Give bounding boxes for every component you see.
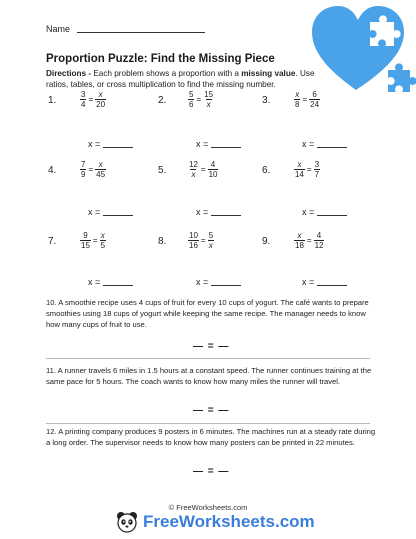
equals-sign: = [302, 95, 308, 104]
proportion-equation [80, 90, 106, 109]
problem-number: 5. [158, 165, 167, 176]
word-problem-text: 12. A printing company produces 9 posters in 6 minutes. The machines run at a steady rate during a long order. The supervisor needs to know how many posters can be printed in 22 minutes. [46, 427, 376, 447]
word-problem-text: 11. A runner travels 6 miles in 1.5 hours at a constant speed. The runner continues training at the same pace for 5 hours. The coach wants to know how many miles the runner will travel. [46, 366, 372, 386]
numerator: 5 [189, 90, 194, 99]
name-label: Name [46, 24, 71, 34]
problem-number: 8. [158, 236, 167, 247]
panda-logo-icon [116, 511, 138, 533]
denominator: 5 [100, 241, 106, 250]
directions-lead: Directions - [46, 69, 92, 78]
denominator: 20 [96, 100, 106, 109]
name-field[interactable] [77, 32, 205, 33]
right-fraction [314, 160, 320, 179]
left-fraction [80, 160, 86, 179]
answer-row [88, 277, 133, 287]
right-fraction [95, 90, 106, 109]
worksheet-title: Proportion Puzzle: Find the Missing Piece [46, 53, 275, 65]
denominator: x [191, 170, 196, 179]
directions-bold: missing value [241, 69, 296, 78]
answer-blank[interactable] [211, 215, 241, 216]
numerator: 3 [314, 160, 320, 169]
right-fraction [309, 90, 320, 109]
denominator: 7 [314, 170, 320, 179]
brand-logo-text[interactable]: FreeWorksheets.com [143, 512, 315, 531]
problem-number: 9. [262, 236, 271, 247]
numerator: x [297, 160, 302, 169]
name-row [46, 24, 205, 34]
denominator: 12 [314, 241, 324, 250]
proportion-equation [294, 231, 324, 250]
answer-label: x = [196, 207, 209, 217]
proportion-equation [188, 90, 214, 109]
equals-sign: = [196, 95, 202, 104]
numerator: 4 [210, 160, 216, 169]
numerator: 15 [204, 90, 214, 99]
denominator: 45 [96, 170, 106, 179]
numerator: 5 [208, 231, 214, 240]
numerator: 12 [189, 160, 198, 169]
problem-number: 1. [48, 95, 57, 106]
answer-blank[interactable] [103, 215, 133, 216]
puzzle-piece-icon [388, 63, 416, 92]
answer-label: x = [302, 207, 315, 217]
answer-placeholder[interactable]: — = — [193, 341, 230, 352]
denominator: 6 [189, 100, 194, 109]
right-fraction [100, 231, 106, 250]
right-fraction [95, 160, 106, 179]
numerator: 10 [189, 231, 198, 240]
left-fraction [294, 90, 300, 109]
left-fraction [294, 231, 305, 250]
word-problem-10 [46, 297, 376, 330]
word-problem-11 [46, 365, 376, 387]
problem-number: 6. [262, 165, 271, 176]
right-fraction [314, 231, 325, 250]
answer-blank[interactable] [103, 147, 133, 148]
equals-sign: = [92, 236, 98, 245]
answer-blank[interactable] [317, 147, 347, 148]
proportion-equation [294, 160, 320, 179]
numerator: x [297, 231, 302, 240]
answer-blank[interactable] [211, 147, 241, 148]
answer-placeholder[interactable]: — = — [193, 466, 230, 477]
right-fraction [208, 160, 219, 179]
equals-sign: = [88, 165, 94, 174]
numerator: x [295, 90, 300, 99]
numerator: x [98, 160, 103, 169]
divider [46, 358, 370, 359]
proportion-equation [188, 231, 214, 250]
answer-label: x = [88, 207, 101, 217]
directions [46, 68, 336, 90]
answer-row [88, 139, 133, 149]
answer-row [302, 277, 347, 287]
denominator: 10 [208, 170, 218, 179]
answer-blank[interactable] [103, 285, 133, 286]
equals-sign: = [306, 236, 312, 245]
answer-label: x = [302, 277, 315, 287]
numerator: 9 [83, 231, 88, 240]
answer-label: x = [196, 139, 209, 149]
directions-text-2: . Use ratios, tables, or cross multiplication to find the missing number. [46, 69, 315, 89]
equals-sign: = [88, 95, 94, 104]
left-fraction [294, 160, 305, 179]
denominator: 18 [295, 241, 304, 250]
answer-row [196, 139, 241, 149]
answer-row [196, 207, 241, 217]
directions-text-1: Each problem shows a proportion with a [91, 69, 242, 78]
proportion-equation [80, 231, 106, 250]
word-problem-12 [46, 426, 376, 448]
answer-label: x = [196, 277, 209, 287]
answer-row [196, 277, 241, 287]
equals-sign: = [306, 165, 312, 174]
numerator: 3 [81, 90, 86, 99]
left-fraction [80, 90, 86, 109]
left-fraction [188, 160, 199, 179]
numerator: 7 [81, 160, 86, 169]
problem-number: 2. [158, 95, 167, 106]
equals-sign: = [200, 165, 206, 174]
answer-label: x = [88, 139, 101, 149]
numerator: 6 [312, 90, 317, 99]
word-problem-text: 10. A smoothie recipe uses 4 cups of fruit for every 10 cups of yogurt. The café wants to prepare smoothies using 18 cups of yogurt while keeping the same recipe. The manager needs to know how many cups of fruit to use. [46, 298, 369, 329]
denominator: 9 [81, 170, 86, 179]
denominator: 4 [81, 100, 86, 109]
problem-number: 7. [48, 236, 57, 247]
answer-blank[interactable] [211, 285, 241, 286]
right-fraction [203, 90, 214, 109]
numerator: 4 [316, 231, 322, 240]
denominator: 14 [295, 170, 304, 179]
answer-row [302, 207, 347, 217]
right-fraction [208, 231, 214, 250]
denominator: 16 [189, 241, 198, 250]
proportion-equation [188, 160, 218, 179]
problem-number: 3. [262, 95, 271, 106]
proportion-equation [80, 160, 106, 179]
left-fraction [188, 231, 199, 250]
proportion-equation [294, 90, 320, 109]
numerator: x [100, 231, 105, 240]
denominator: x [208, 241, 213, 250]
answer-row [88, 207, 133, 217]
left-fraction [188, 90, 194, 109]
numerator: x [98, 90, 103, 99]
left-fraction [80, 231, 91, 250]
denominator: 8 [295, 100, 300, 109]
problem-number: 4. [48, 165, 57, 176]
copyright-text: © FreeWorksheets.com [168, 503, 248, 512]
answer-blank[interactable] [317, 215, 347, 216]
answer-placeholder[interactable]: — = — [193, 405, 230, 416]
answer-label: x = [302, 139, 315, 149]
denominator: 24 [310, 100, 320, 109]
answer-row [302, 139, 347, 149]
answer-label: x = [88, 277, 101, 287]
answer-blank[interactable] [317, 285, 347, 286]
equals-sign: = [200, 236, 206, 245]
denominator: x [206, 100, 211, 109]
divider [46, 423, 370, 424]
denominator: 15 [81, 241, 90, 250]
